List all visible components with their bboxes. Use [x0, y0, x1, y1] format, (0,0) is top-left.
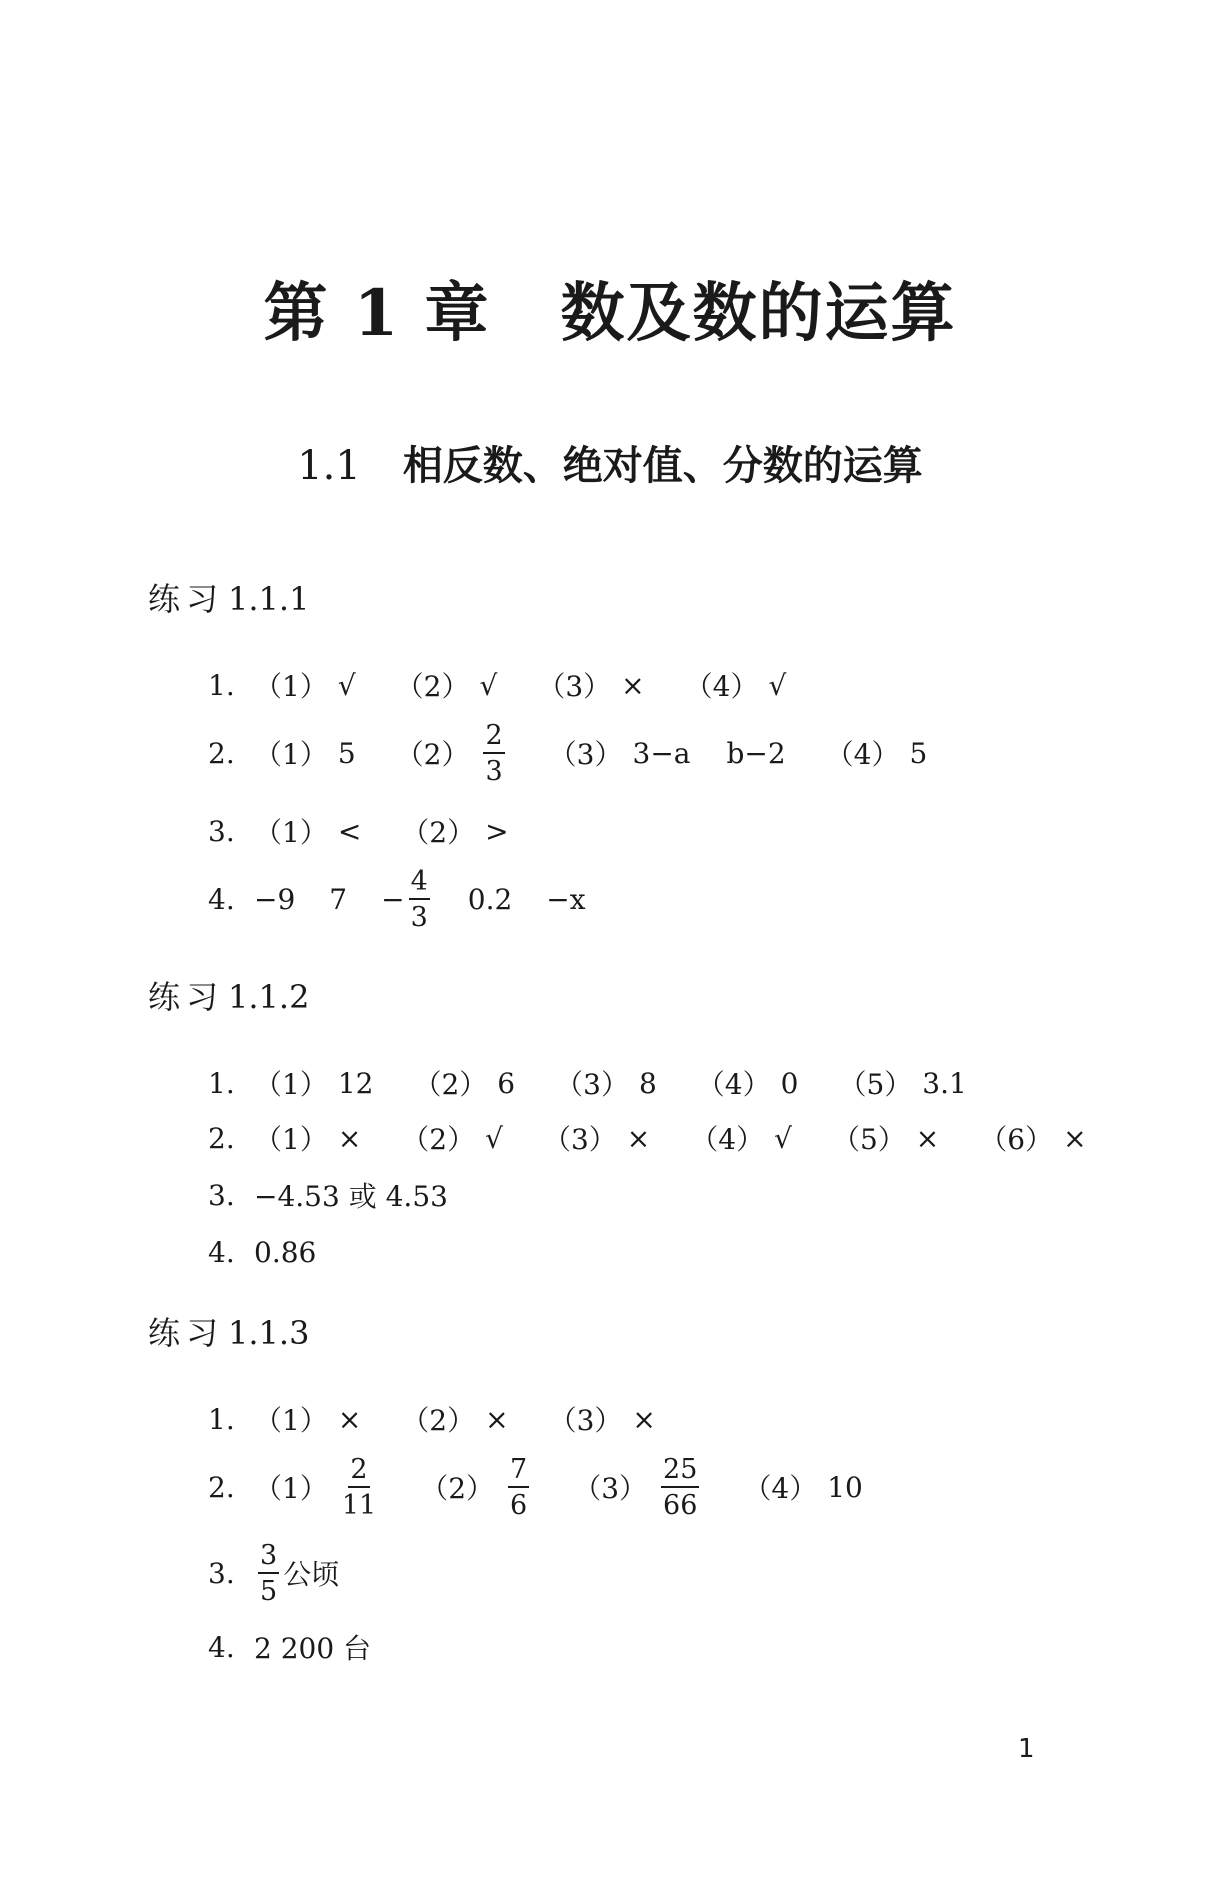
answer-text: −4.53 或 4.53: [254, 1180, 448, 1213]
question-row: [208, 719, 967, 787]
part-label: （5）: [831, 1123, 906, 1156]
part-label: （1）: [254, 816, 328, 849]
exercise-heading: [148, 972, 309, 1018]
answer-item: [254, 1453, 380, 1521]
part-label: （2）: [401, 816, 476, 849]
question-row: [208, 1058, 1007, 1108]
section-name: 相反数、绝对值、分数的运算: [402, 442, 923, 489]
part-label: （3）: [555, 1068, 629, 1101]
section-title: [0, 434, 1220, 491]
answer-item: [401, 1118, 503, 1158]
answer-item: [254, 665, 356, 705]
denominator: 3: [410, 901, 428, 933]
answer-value: >: [485, 814, 509, 848]
answer-item: [413, 1063, 515, 1103]
part-label: （1）: [254, 738, 328, 771]
answer-value: ×: [1063, 1121, 1087, 1155]
denominator: 66: [663, 1489, 698, 1521]
answer-value: ×: [485, 1402, 509, 1436]
answer-item: [697, 1063, 799, 1103]
part-label: （4）: [684, 670, 759, 703]
chapter-label: 第 1 章: [263, 276, 491, 351]
denominator: 11: [341, 1489, 377, 1521]
section-number: 1.1: [297, 443, 361, 489]
question-number: 3.: [208, 814, 235, 848]
part-label: （2）: [395, 738, 470, 771]
answer-value: [254, 883, 295, 916]
answer-item: [832, 1118, 939, 1158]
answer-item: [254, 1063, 373, 1103]
answer-value: 5: [337, 736, 356, 770]
question-row: [208, 1453, 903, 1521]
question-number: 1.: [208, 1402, 235, 1436]
answer-value: √: [774, 1121, 792, 1155]
exercise-label: 练习: [148, 978, 225, 1016]
fraction: [258, 1539, 279, 1607]
part-label: （3）: [537, 670, 612, 703]
question-row: [208, 1622, 371, 1672]
part-label: （2）: [401, 1404, 476, 1437]
answer-value: √: [479, 668, 498, 702]
answer-text: 7: [329, 882, 348, 916]
exercise-label: 练习: [148, 580, 225, 618]
answer-value: 3.1: [922, 1066, 967, 1100]
answer-item: [838, 1063, 966, 1103]
part-label: （2）: [413, 1068, 488, 1101]
answer-value: √: [485, 1121, 503, 1155]
question-row: [208, 1227, 316, 1277]
answer-value: [329, 883, 347, 916]
answer-value: ×: [626, 1121, 651, 1155]
part-label: （3）: [548, 1404, 623, 1437]
fraction: [409, 865, 430, 933]
answer-value: 3−a: [632, 736, 691, 770]
answer-unit: 公顷: [283, 1558, 340, 1591]
fraction: [508, 1453, 529, 1521]
part-label: （1）: [254, 1472, 328, 1505]
answer-item: [743, 1467, 862, 1507]
answer-value: 10: [827, 1470, 863, 1504]
chapter-title: [0, 262, 1220, 354]
answer-text: 0.86: [254, 1235, 317, 1269]
part-label: （4）: [690, 1123, 765, 1156]
answer-value: 8: [638, 1066, 657, 1100]
part-label: （2）: [420, 1472, 495, 1505]
part-label: （1）: [254, 1404, 328, 1437]
part-label: （3）: [542, 1123, 617, 1156]
question-number: 3.: [208, 1556, 235, 1590]
question-row: [208, 1113, 1127, 1163]
answer-value: b−2: [726, 736, 786, 770]
answer-item: [254, 1118, 361, 1158]
answer-text: −x: [546, 882, 586, 916]
answer-value: <: [337, 814, 362, 848]
answer-value: ×: [337, 1402, 362, 1436]
question-row: [208, 1170, 448, 1220]
answer-value: 0: [780, 1066, 799, 1100]
answer-value: 6: [497, 1066, 516, 1100]
question-row: [208, 865, 620, 933]
answer-text: 0.2: [467, 882, 513, 916]
numerator: 3: [258, 1542, 279, 1574]
answer-text: −: [381, 882, 405, 916]
part-label: （3）: [573, 1472, 648, 1505]
question-row: [208, 806, 549, 856]
denominator: 3: [485, 755, 503, 787]
question-number: 2.: [208, 1121, 235, 1155]
answer-item: [826, 733, 928, 773]
part-label: （1）: [254, 1123, 328, 1156]
page-number: 1: [1018, 1734, 1035, 1764]
answer-item: [685, 665, 787, 705]
question-number: 1.: [208, 668, 235, 702]
denominator: 6: [510, 1489, 528, 1521]
part-label: （5）: [838, 1068, 913, 1101]
part-label: （2）: [401, 1123, 476, 1156]
exercise-heading: [148, 1308, 309, 1354]
answer-item: [401, 1399, 508, 1439]
part-label: （4）: [825, 738, 900, 771]
exercise-label: 练习: [148, 1314, 225, 1352]
part-label: （4）: [743, 1472, 818, 1505]
answer-item: [979, 1118, 1086, 1158]
question-number: 3.: [208, 1178, 235, 1212]
part-label: （4）: [696, 1068, 771, 1101]
question-number: 4.: [208, 1630, 235, 1664]
answer-value: 12: [337, 1066, 374, 1100]
part-label: （1）: [254, 1068, 328, 1101]
answer-text: −9: [254, 882, 296, 916]
answer-item: [573, 1453, 703, 1521]
numerator: 7: [508, 1456, 529, 1488]
part-label: （6）: [979, 1123, 1054, 1156]
fraction: [483, 719, 504, 787]
numerator: 2: [483, 722, 504, 754]
answer-value: [381, 865, 434, 933]
answer-value: [546, 883, 585, 916]
answer-value: √: [337, 668, 356, 702]
denominator: 5: [260, 1575, 278, 1607]
numerator: 25: [661, 1456, 699, 1488]
chapter-name: 数及数的运算: [560, 276, 957, 351]
answer-value: 5: [909, 736, 928, 770]
answer-value: ×: [632, 1402, 656, 1436]
question-number: 4.: [208, 1235, 235, 1269]
answer-item: [396, 665, 498, 705]
numerator: 4: [409, 868, 430, 900]
question-number: 4.: [208, 882, 235, 916]
answer-value: ×: [621, 668, 645, 702]
answer-item: [690, 1118, 792, 1158]
part-label: （2）: [395, 670, 470, 703]
question-row: [208, 1394, 696, 1444]
answer-item: [401, 811, 508, 851]
exercise-heading: [148, 574, 309, 620]
fraction: [341, 1453, 377, 1521]
part-label: （3）: [548, 738, 623, 771]
answer-value: ×: [337, 1121, 362, 1155]
answer-value: √: [768, 668, 787, 702]
fraction: [661, 1453, 699, 1521]
answer-item: [543, 1118, 650, 1158]
answer-item: [549, 733, 786, 773]
answer-item: [254, 811, 361, 851]
answer-item: [555, 1063, 657, 1103]
answer-item: [420, 1453, 533, 1521]
answer-value: [254, 1539, 340, 1607]
answer-item: [395, 719, 509, 787]
answer-item: [254, 1399, 361, 1439]
exercise-number: 1.1.2: [228, 978, 310, 1016]
exercise-number: 1.1.1: [228, 580, 310, 618]
question-number: 1.: [208, 1066, 235, 1100]
numerator: 2: [348, 1456, 369, 1488]
exercise-number: 1.1.3: [228, 1314, 310, 1352]
answer-text: 2 200 台: [254, 1632, 372, 1665]
question-number: 2.: [208, 736, 235, 770]
question-number: 2.: [208, 1470, 235, 1504]
answer-item: [549, 1399, 656, 1439]
answer-value: [468, 883, 513, 916]
question-row: [208, 1539, 340, 1607]
answer-value: ×: [915, 1121, 940, 1155]
question-row: [208, 660, 826, 710]
part-label: （1）: [254, 670, 328, 703]
answer-item: [254, 733, 356, 773]
answer-item: [537, 665, 644, 705]
